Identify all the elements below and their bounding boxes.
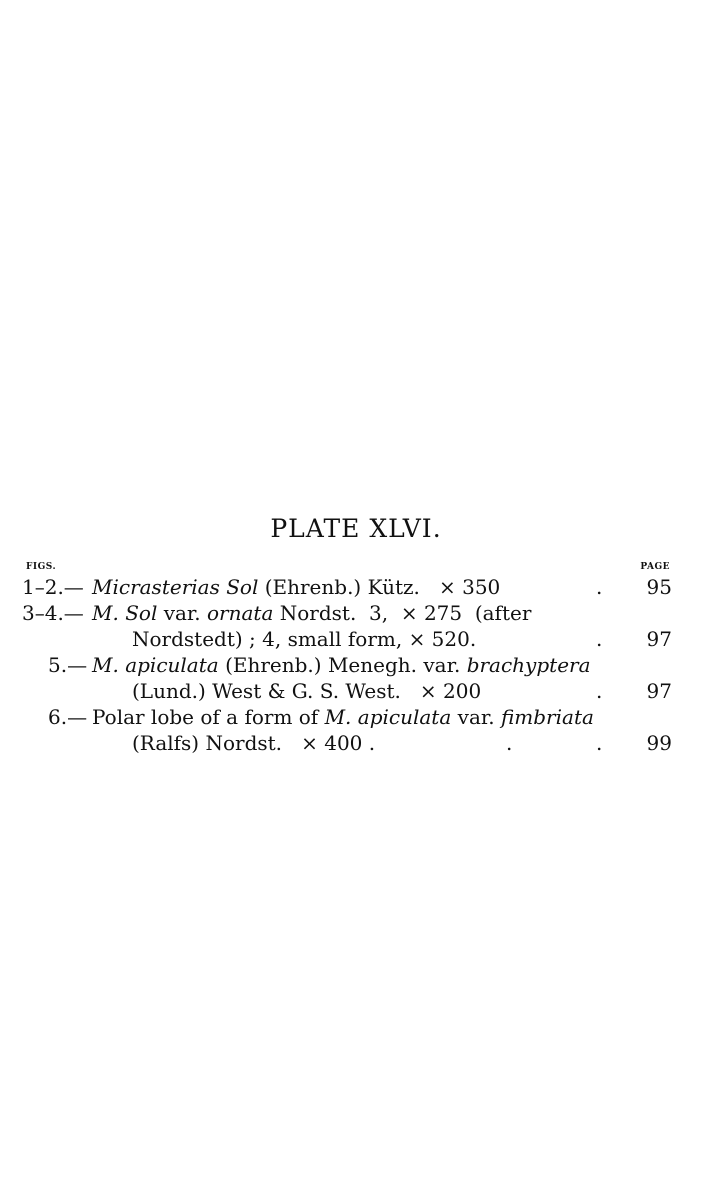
figure-entry-5 — [22, 652, 672, 704]
figure-list — [22, 574, 672, 756]
entry-line: 3–4.— M. Sol var. ornata Nordst. 3, × 275 (after — [22, 601, 532, 625]
variety-name: ornata — [207, 601, 274, 625]
var-word: var. — [423, 653, 461, 677]
entry-continuation: (Ralfs) Nordst. × 400 . — [132, 731, 376, 755]
genus-name: M. — [92, 653, 119, 677]
page-number: 99 — [646, 731, 672, 755]
entry-continuation: (Lund.) West & G. S. West. × 200 — [132, 679, 482, 703]
authority: (Ehrenb.) Kütz. — [264, 575, 420, 599]
entry-continuation: Nordstedt) ; 4, small form, × 520. — [132, 627, 477, 651]
authority: (Ehrenb.) Menegh. — [225, 653, 418, 677]
var-word: var. — [457, 705, 495, 729]
leader-dot: . — [596, 627, 603, 651]
leader-dot: . — [596, 575, 603, 599]
genus-name: M. — [92, 601, 119, 625]
species-name: Sol — [125, 601, 158, 625]
entry-line: 6.— Polar lobe of a form of M. apiculata var. fimbriata — [48, 705, 594, 729]
leader-dot: . — [506, 731, 513, 755]
entry-text: Nordst. 3, × 275 (after — [279, 601, 532, 625]
page-column-header: PAGE — [640, 562, 670, 572]
entry-text: Polar lobe of a form of — [92, 705, 319, 729]
entry-line: 1–2.— Micrasterias Sol (Ehrenb.) Kütz. × 350 . 95 — [22, 575, 672, 599]
leader-dot: . — [596, 731, 603, 755]
leader-dot: . — [596, 679, 603, 703]
entry-line — [22, 626, 672, 652]
genus-name: M. — [324, 705, 352, 729]
figure-entry-6 — [22, 704, 672, 756]
entry-line: 5.— M. apiculata (Ehrenb.) Menegh. var. brachyptera — [48, 653, 591, 677]
variety-name: brachyptera — [466, 653, 591, 677]
page-number: 97 — [646, 679, 672, 703]
page-number: 95 — [646, 575, 672, 599]
figure-entry-3-4 — [22, 600, 672, 652]
variety-name: fimbriata — [500, 705, 594, 729]
species-name: apiculata — [125, 653, 219, 677]
species-name: Sol — [226, 575, 259, 599]
genus-name: Micrasterias — [92, 575, 220, 599]
var-word: var. — [163, 601, 201, 625]
species-name: apiculata — [357, 705, 452, 729]
figs-column-header: FIGS. — [26, 562, 57, 572]
plate-title: PLATE XLVI. — [270, 514, 442, 543]
entry-line — [22, 678, 672, 704]
magnification: × 350 — [438, 575, 501, 599]
figure-entry-1-2 — [22, 574, 672, 600]
page-number: 97 — [646, 627, 672, 651]
entry-line — [22, 730, 672, 756]
